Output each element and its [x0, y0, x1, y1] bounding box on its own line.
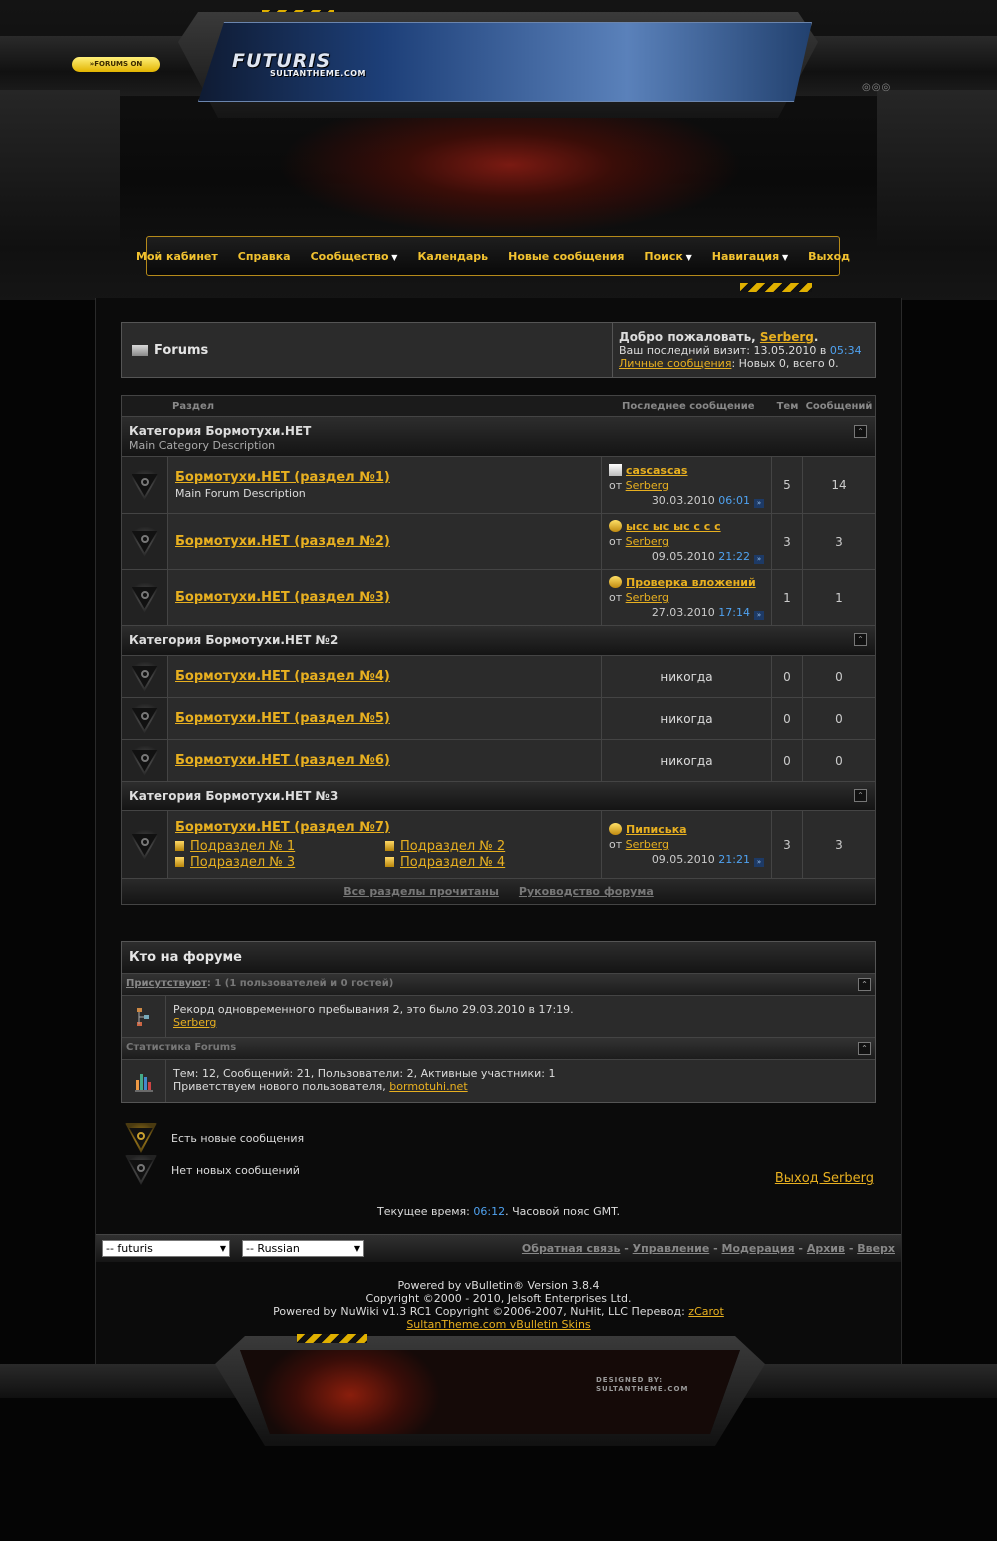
forum-title-link[interactable]: Бормотухи.НЕТ (раздел №5) — [175, 711, 390, 726]
post-count: 0 — [835, 711, 843, 726]
thread-count: 3 — [772, 514, 803, 569]
current-time — [0, 1205, 997, 1218]
chevron-down-icon: ▼ — [353, 1244, 360, 1253]
forum-row — [121, 514, 876, 570]
last-post — [602, 570, 772, 625]
nav-item-label: Выход — [808, 249, 851, 263]
breadcrumb — [122, 323, 612, 377]
welcome-dot: . — [813, 330, 819, 344]
online-record-text: Рекорд одновременного пребывания 2, это было 29.03.2010 в 17:19. — [173, 1003, 574, 1016]
forum-status — [122, 740, 168, 781]
category-title[interactable]: Категория Бормотухи.НЕТ №2 — [129, 633, 339, 647]
nav-item-label: Справка — [237, 249, 291, 263]
collapse-icon[interactable]: ⌃ — [854, 789, 867, 802]
last-post-user-link[interactable]: Serberg — [625, 535, 669, 548]
footer-sep: - — [709, 1242, 722, 1255]
thread-count: 3 — [772, 811, 803, 878]
footer-bar — [96, 1234, 901, 1262]
thread-count: 5 — [772, 457, 803, 513]
hazard-stripe-bottom — [740, 283, 812, 292]
whos-online-title: Кто на форуме — [122, 942, 875, 974]
nav-item[interactable] — [126, 250, 228, 263]
stats-text: Тем: 12, Сообщений: 21, Пользователи: 2, Активные участники: 1 — [173, 1067, 556, 1080]
nav-item-label: Мой кабинет — [136, 249, 218, 263]
online-user-link[interactable]: Serberg — [173, 1016, 217, 1029]
old-posts-icon — [128, 662, 162, 692]
forum-status — [122, 698, 168, 739]
chevron-down-icon: ▼ — [219, 1244, 226, 1253]
welcome-panel — [612, 323, 875, 377]
subforum-list — [175, 839, 594, 870]
powered-line-1: Powered by vBulletin® Version 3.8.4 — [397, 1279, 600, 1292]
last-post-date: 09.05.2010 — [651, 853, 719, 866]
thread-count: 0 — [772, 698, 803, 739]
last-visit-time: 05:34 — [829, 344, 862, 357]
stats-row — [122, 1060, 875, 1102]
forum-row — [121, 457, 876, 514]
forum-row — [121, 811, 876, 879]
mark-all-read-link[interactable]: Все разделы прочитаны — [343, 885, 499, 898]
footer-decoration — [0, 1330, 997, 1450]
admin-link[interactable]: Управление — [632, 1242, 710, 1255]
whos-online-box — [121, 941, 876, 1103]
bar-chart-icon — [122, 1060, 166, 1102]
subforum-icon — [385, 841, 394, 851]
old-posts-icon — [128, 746, 162, 776]
current-time-suffix: . Часовой пояс GMT. — [505, 1205, 620, 1218]
main-navbar — [136, 236, 851, 276]
last-post-by: от — [609, 478, 626, 492]
forum-title-link[interactable]: Бормотухи.НЕТ (раздел №4) — [175, 669, 390, 684]
old-posts-icon — [128, 704, 162, 734]
nav-item[interactable] — [798, 250, 860, 263]
legend-no-new: Нет новых сообщений — [171, 1163, 300, 1177]
last-post-title-link[interactable]: Проверка вложений — [626, 576, 756, 589]
thumbs-up-icon — [609, 576, 622, 588]
footer-sep: - — [844, 1242, 858, 1255]
forum-title-link[interactable]: Бормотухи.НЕТ (раздел №2) — [175, 534, 390, 549]
category-title[interactable]: Категория Бормотухи.НЕТ — [129, 424, 312, 438]
nav-item[interactable] — [301, 250, 408, 263]
subforum-link[interactable]: Подраздел № 4 — [400, 854, 506, 870]
style-select-value: -- futuris — [106, 1242, 153, 1255]
site-logo[interactable]: FUTURIS — [232, 50, 332, 72]
last-post-title-link[interactable]: cascascas — [626, 463, 688, 477]
forum-row — [121, 656, 876, 698]
old-posts-icon — [128, 830, 162, 860]
language-select[interactable] — [242, 1240, 364, 1257]
post-count: 0 — [835, 753, 843, 768]
present-users-link[interactable]: Присутствуют — [126, 978, 207, 989]
online-record-row — [122, 996, 875, 1038]
no-new-posts-icon — [125, 1155, 157, 1185]
forum-title-link[interactable]: Бормотухи.НЕТ (раздел №3) — [175, 590, 390, 605]
last-post-time: 21:22 — [718, 550, 750, 563]
welcome-greeting: Добро пожаловать, — [619, 330, 760, 344]
last-post-user-link[interactable]: Serberg — [625, 478, 669, 492]
style-select[interactable] — [102, 1240, 230, 1257]
powered-line-2: Copyright ©2000 - 2010, Jelsoft Enterprises Ltd. — [365, 1292, 632, 1305]
subforum-icon — [175, 841, 184, 851]
chevron-down-icon: ▼ — [779, 252, 789, 262]
designed-by-name: SULTANTHEME.COM — [596, 1385, 689, 1393]
last-post-never: никогда — [602, 698, 772, 739]
nav-item[interactable] — [228, 250, 301, 263]
last-post-date: 27.03.2010 — [651, 606, 719, 619]
site-logo-sub: SULTANTHEME.COM — [270, 69, 366, 78]
category-header — [121, 782, 876, 811]
private-messages-link[interactable]: Личные сообщения — [619, 357, 732, 370]
category-header — [121, 626, 876, 656]
nav-item[interactable] — [702, 250, 798, 263]
nav-item-label: Новые сообщения — [508, 249, 625, 263]
welcome-box — [121, 322, 876, 378]
goto-last-post-icon[interactable]: » — [754, 499, 764, 508]
users-tree-icon — [122, 996, 166, 1037]
category-title[interactable]: Категория Бормотухи.НЕТ №3 — [129, 789, 339, 803]
last-post-title-link[interactable]: ысс ыс ыс с с с — [626, 520, 721, 533]
col-section: Раздел — [172, 400, 215, 412]
col-threads: Тем — [776, 400, 799, 412]
forum-status — [122, 656, 168, 697]
goto-last-post-icon[interactable]: » — [754, 611, 764, 620]
nav-item-label: Навигация — [711, 249, 780, 263]
forum-table-header — [121, 395, 876, 417]
header-right-panel — [877, 90, 997, 250]
forum-status — [122, 457, 168, 513]
language-select-value: -- Russian — [246, 1242, 300, 1255]
category-desc: Main Category Description — [129, 439, 276, 452]
present-users-text: : 1 (1 пользователей и 0 гостей) — [206, 978, 394, 989]
last-post — [602, 811, 772, 878]
document-icon — [609, 464, 622, 476]
post-count: 14 — [831, 478, 847, 492]
forum-status — [122, 514, 168, 569]
post-count: 3 — [835, 837, 843, 852]
subforum-icon — [175, 857, 184, 867]
forum-title-link[interactable]: Бормотухи.НЕТ (раздел №6) — [175, 753, 390, 768]
old-posts-icon — [128, 527, 162, 557]
current-time-value: 06:12 — [473, 1205, 506, 1218]
old-posts-icon — [128, 470, 162, 500]
forum-row — [121, 570, 876, 626]
thumbs-up-icon — [609, 823, 622, 835]
footer-links — [522, 1242, 895, 1255]
nav-item[interactable] — [407, 250, 498, 263]
thumbs-up-icon — [609, 520, 622, 532]
old-posts-icon — [128, 583, 162, 613]
archive-link[interactable]: Архив — [806, 1242, 845, 1255]
whos-online-subheader — [122, 974, 875, 996]
breadcrumb-title: Forums — [154, 342, 209, 358]
powered-line-3: Powered by NuWiki v1.3 RC1 Copyright ©2006-2007, NuHit, LLC Перевод: — [273, 1305, 689, 1318]
chevron-down-icon: ▼ — [388, 252, 398, 262]
post-count: 1 — [835, 590, 843, 605]
nav-item-label: Календарь — [417, 249, 489, 263]
col-posts: Сообщений — [805, 400, 873, 412]
last-post-user-link[interactable]: Serberg — [625, 838, 669, 851]
logout-link[interactable]: Выход Serberg — [774, 1171, 874, 1186]
welcome-new-text: Приветствуем нового пользователя, — [173, 1080, 390, 1093]
forum-row — [121, 740, 876, 782]
designed-by — [596, 1376, 688, 1394]
last-post-by: от — [609, 838, 626, 851]
collapse-icon[interactable]: ⌃ — [858, 1042, 871, 1055]
collapse-icon[interactable]: ⌃ — [854, 633, 867, 646]
forum-status — [122, 811, 168, 878]
forum-title-link[interactable]: Бормотухи.НЕТ (раздел №1) — [175, 470, 390, 485]
last-post-title-link[interactable]: Пиписька — [626, 823, 687, 836]
stats-title: Статистика Forums — [126, 1042, 237, 1053]
forums-on-badge: »FORUMS ON — [72, 57, 160, 72]
welcome-username-link[interactable]: Serberg — [759, 330, 814, 344]
header-left-panel — [0, 90, 120, 250]
collapse-icon[interactable]: ⌃ — [854, 425, 867, 438]
moderation-link[interactable]: Модерация — [721, 1242, 795, 1255]
top-link[interactable]: Вверх — [857, 1242, 895, 1255]
site-header — [0, 0, 997, 300]
chevron-down-icon: ▼ — [682, 252, 692, 262]
thread-count: 0 — [772, 656, 803, 697]
last-post — [602, 514, 772, 569]
last-post-by: от — [609, 535, 626, 548]
thread-count: 0 — [772, 740, 803, 781]
col-last-post: Последнее сообщение — [622, 400, 755, 412]
private-messages-text: : Новых 0, всего 0. — [731, 357, 839, 370]
skins-link[interactable]: SultanTheme.com vBulletin Skins — [406, 1318, 591, 1331]
hazard-stripe-footer — [297, 1334, 367, 1343]
last-post-time: 21:21 — [718, 853, 750, 866]
last-visit-text: Ваш последний визит: 13.05.2010 в — [619, 344, 830, 357]
thread-count: 1 — [772, 570, 803, 625]
subforum-link[interactable]: Подраздел № 2 — [400, 838, 506, 854]
window-dots-icon: ◎◎◎ — [862, 82, 892, 93]
icon-legend — [125, 1122, 304, 1186]
footer-sep: - — [794, 1242, 807, 1255]
folder-icon — [132, 345, 148, 356]
contact-link[interactable]: Обратная связь — [521, 1242, 621, 1255]
last-post — [602, 457, 772, 513]
nav-item-label: Сообщество — [310, 249, 389, 263]
last-post-date: 09.05.2010 — [651, 550, 719, 563]
post-count: 0 — [835, 669, 843, 684]
last-post-user-link[interactable]: Serberg — [625, 591, 669, 604]
current-time-prefix: Текущее время: — [376, 1205, 474, 1218]
designed-by-label: DESIGNED BY: — [596, 1376, 664, 1384]
category-header — [121, 417, 876, 457]
stats-subheader — [122, 1038, 875, 1060]
translator-link[interactable]: zCarot — [688, 1305, 724, 1318]
footer-sep: - — [620, 1242, 633, 1255]
forum-desc: Main Forum Description — [175, 487, 306, 500]
goto-last-post-icon[interactable]: » — [754, 858, 764, 867]
forum-title-link[interactable]: Бормотухи.НЕТ (раздел №7) — [175, 819, 390, 835]
subforum-icon — [385, 857, 394, 867]
post-count: 3 — [835, 534, 843, 549]
new-posts-icon — [125, 1123, 157, 1153]
last-post-never: никогда — [602, 656, 772, 697]
last-post-time: 17:14 — [718, 606, 750, 619]
nav-item[interactable] — [498, 250, 634, 263]
forum-guide-link[interactable]: Руководство форума — [518, 885, 654, 898]
nav-item-label: Поиск — [644, 249, 683, 263]
collapse-icon[interactable]: ⌃ — [858, 978, 871, 991]
forum-row — [121, 698, 876, 740]
subforum-link[interactable]: Подраздел № 1 — [190, 838, 296, 854]
new-user-link[interactable]: bormotuhi.net — [389, 1080, 468, 1093]
goto-last-post-icon[interactable]: » — [754, 555, 764, 564]
nav-item[interactable] — [634, 250, 701, 263]
forum-status — [122, 570, 168, 625]
last-post-date: 30.03.2010 — [651, 493, 719, 507]
powered-by — [0, 1279, 997, 1331]
forum-table — [121, 395, 876, 905]
last-post-time: 06:01 — [718, 493, 750, 507]
legend-new-posts: Есть новые сообщения — [171, 1131, 305, 1145]
last-post-by: от — [609, 591, 626, 604]
last-post-never: никогда — [602, 740, 772, 781]
forum-table-footer — [121, 879, 876, 905]
subforum-link[interactable]: Подраздел № 3 — [190, 854, 296, 870]
